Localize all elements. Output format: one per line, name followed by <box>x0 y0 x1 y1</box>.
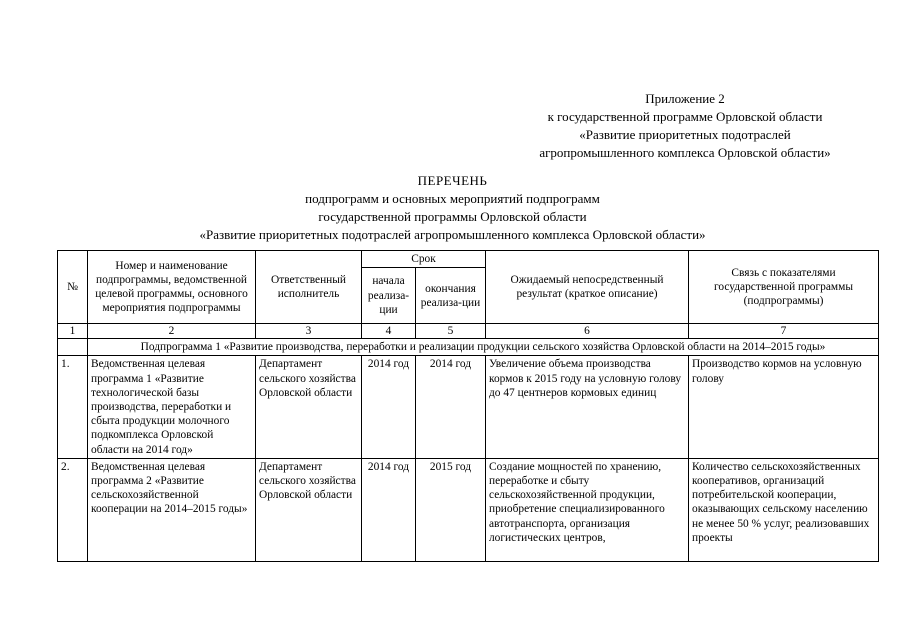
appendix-line-1: Приложение 2 <box>645 91 725 106</box>
row-result: Увеличение объема производства кормов к 2015 году на условную голову до 47 центнеров кормовых единиц <box>486 356 689 458</box>
row-start: 2014 год <box>362 458 416 561</box>
title-heading: ПЕРЕЧЕНЬ <box>417 173 488 188</box>
column-number: 4 <box>362 324 416 339</box>
row-end: 2015 год <box>416 458 486 561</box>
header-result: Ожидаемый непосредственный результат (краткое описание) <box>486 251 689 324</box>
appendix-block <box>505 90 865 162</box>
column-number: 1 <box>58 324 88 339</box>
header-start: начала реализа-ции <box>362 268 416 324</box>
row-executor: Департамент сельского хозяйства Орловской области <box>256 458 362 561</box>
column-number: 7 <box>689 324 879 339</box>
header-name: Номер и наименование подпрограммы, ведомственной целевой программы, основного мероприятия подпрограммы <box>88 251 256 324</box>
header-row-1 <box>58 251 879 268</box>
table-row <box>58 458 879 561</box>
row-name: Ведомственная целевая программа 2 «Развитие сельскохозяйственной кооперации на 2014–2015 годы» <box>88 458 256 561</box>
row-link: Количество сельскохозяйственных кооперативов, организаций потребительской кооперации, оказывающих сельскому населению не менее 50 % услуг, реализовавших проекты <box>689 458 879 561</box>
table-row <box>58 356 879 458</box>
row-num: 1. <box>58 356 88 458</box>
column-number: 6 <box>486 324 689 339</box>
appendix-line-3: «Развитие приоритетных подотраслей <box>579 127 791 142</box>
subprogram-title: Подпрограмма 1 «Развитие производства, переработки и реализации продукции сельского хозяйства Орловской области на 2014–2015 годы» <box>88 339 879 356</box>
header-term: Срок <box>362 251 486 268</box>
row-result: Создание мощностей по хранению, переработке и сбыту сельскохозяйственной продукции, приобретение специализированного автотранспорта, организация логистических центров, <box>486 458 689 561</box>
title-line-3: «Развитие приоритетных подотраслей агропромышленного комплекса Орловской области» <box>199 227 706 242</box>
appendix-line-4: агропромышленного комплекса Орловской области» <box>539 145 831 160</box>
document-title <box>0 172 905 244</box>
programs-table <box>57 250 879 562</box>
title-line-2: государственной программы Орловской области <box>318 209 587 224</box>
title-line-1: подпрограмм и основных мероприятий подпрограмм <box>305 191 600 206</box>
header-executor: Ответственный исполнитель <box>256 251 362 324</box>
appendix-line-2: к государственной программе Орловской области <box>547 109 823 124</box>
subprogram-row <box>58 339 879 356</box>
row-link: Производство кормов на условную голову <box>689 356 879 458</box>
column-number: 3 <box>256 324 362 339</box>
row-end: 2014 год <box>416 356 486 458</box>
header-end: окончания реализа-ции <box>416 268 486 324</box>
column-number: 2 <box>88 324 256 339</box>
row-name: Ведомственная целевая программа 1 «Развитие технологической базы производства, переработки и сбыта продукции молочного подкомплекса Орловской области на 2014 год» <box>88 356 256 458</box>
header-num: № <box>58 251 88 324</box>
row-start: 2014 год <box>362 356 416 458</box>
header-link: Связь с показателями государственной программы (подпрограммы) <box>689 251 879 324</box>
row-executor: Департамент сельского хозяйства Орловской области <box>256 356 362 458</box>
column-number-row <box>58 324 879 339</box>
subprogram-num-cell <box>58 339 88 356</box>
column-number: 5 <box>416 324 486 339</box>
row-num: 2. <box>58 458 88 561</box>
